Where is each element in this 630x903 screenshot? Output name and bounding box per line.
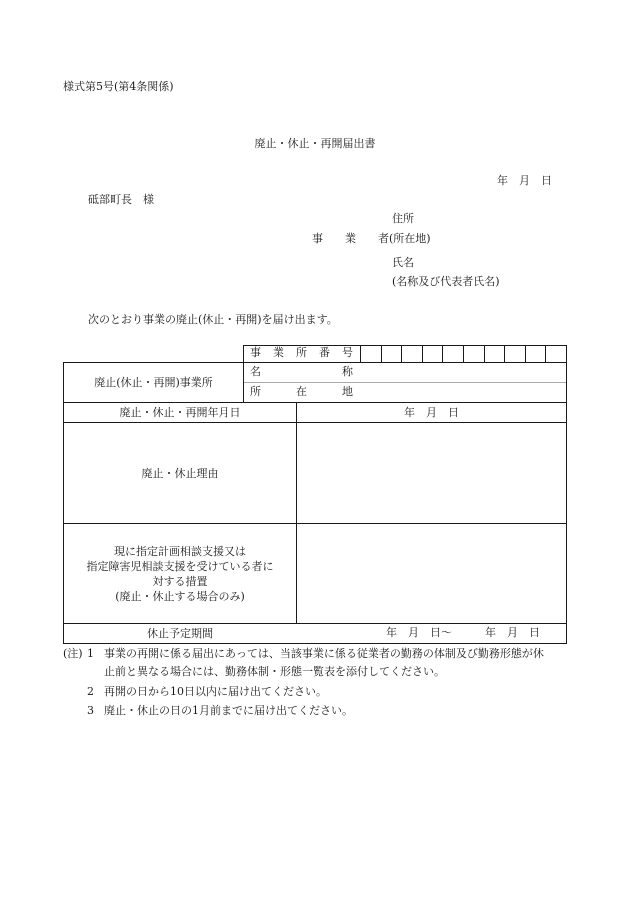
operator-location-paren: (所在地) (389, 232, 431, 245)
office-number-label: 事 業 所 番 号 (250, 346, 353, 359)
period-value: 年 月 日～ 年 月 日 (386, 626, 540, 639)
period-label: 休止予定期間 (147, 626, 213, 640)
address-label: 住所 (392, 212, 414, 225)
form-title: 廃止・休止・再開届出書 (254, 137, 376, 150)
note-1-line-1: 事業の再開に係る届出にあっては、当該事業に係る従業者の勤務の体制及び勤務形態が休 (104, 647, 544, 660)
operator-role: 事 業 者 (312, 232, 389, 245)
name-paren: (名称及び代表者氏名) (392, 275, 500, 288)
note-3-line-1: 廃止・休止の日の1月前までに届け出てください。 (104, 704, 353, 717)
submission-date: 年 月 日 (497, 174, 552, 187)
date-value: 年 月 日 (404, 405, 459, 419)
office-name-label: 名 称 (250, 365, 353, 378)
note-2-line-1: 再開の日から10日以内に届け出てください。 (104, 685, 327, 698)
office-location-label: 所 在 地 (250, 385, 353, 398)
note-2-number: 2 (87, 685, 94, 698)
notes-prefix: (注) (63, 647, 83, 660)
name-label: 氏名 (392, 256, 414, 269)
measures-field[interactable] (297, 524, 566, 623)
reason-field[interactable] (297, 423, 566, 523)
office-header: 廃止(休止・再開)事業所 (94, 375, 213, 389)
note-1-number: 1 (87, 647, 94, 660)
addressee: 砥部町長 様 (88, 193, 154, 206)
note-3-number: 3 (87, 704, 94, 717)
date-label: 廃止・休止・再開年月日 (119, 405, 241, 419)
note-1-line-2: 止前と異なる場合には、勤務体制・形態一覧表を添付してください。 (104, 665, 445, 678)
measures-label: 現に指定計画相談支援又は 指定障害児相談支援を受けている者に 対する措置 (廃止・休止する場合のみ) (86, 544, 274, 603)
form-number: 様式第5号(第4条関係) (63, 80, 174, 93)
intro-text: 次のとおり事業の廃止(休止・再開)を届け出ます。 (88, 313, 338, 326)
business-operator-label (312, 232, 431, 246)
reason-label: 廃止・休止理由 (141, 466, 219, 480)
